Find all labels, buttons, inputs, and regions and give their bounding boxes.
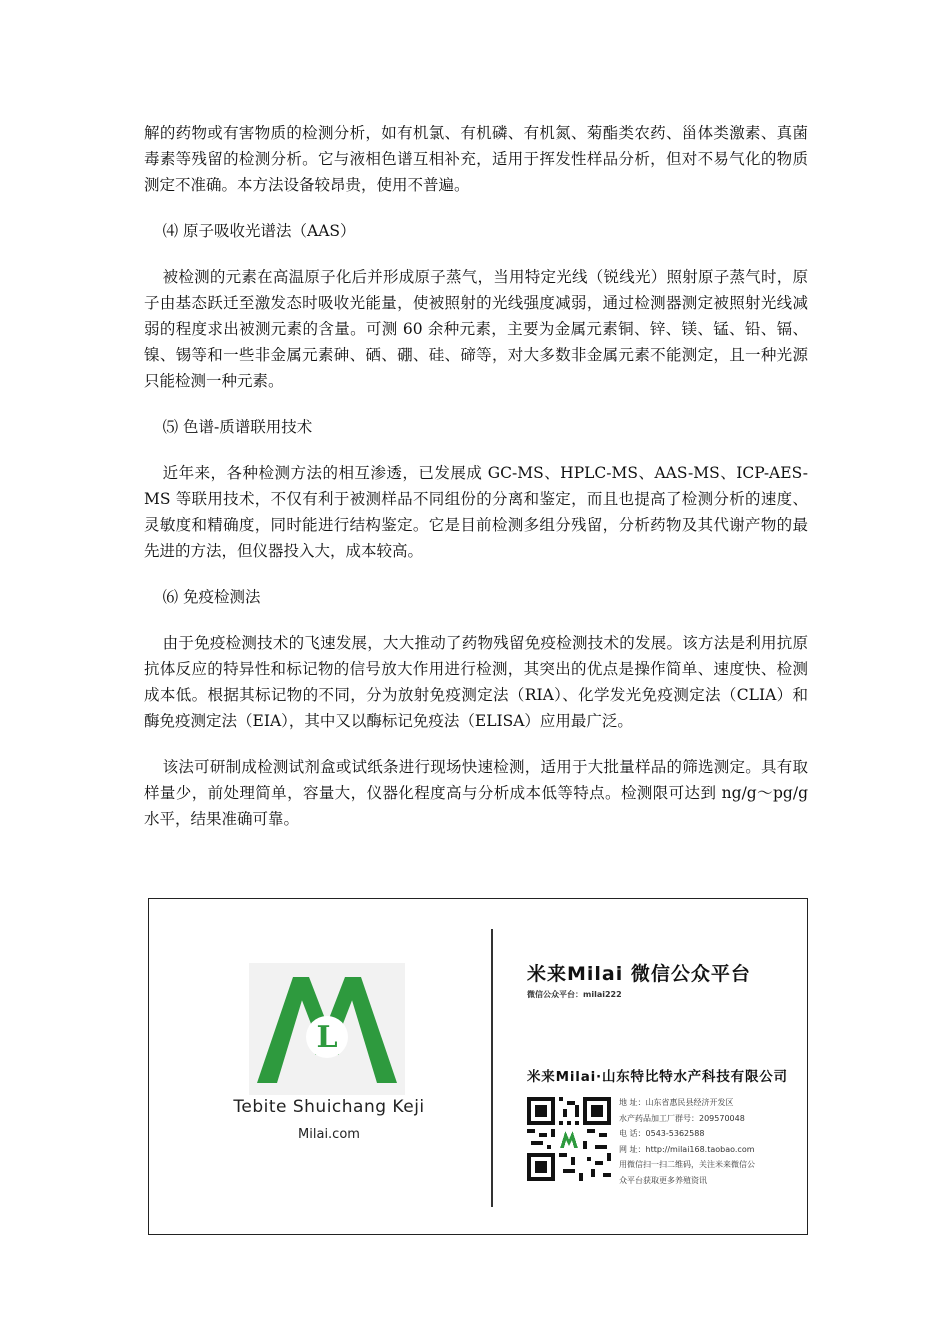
phone-line: 电 话：0543-5362588 xyxy=(619,1129,705,1138)
document-body xyxy=(144,120,808,852)
brand-title: 米来Milai 微信公众平台 xyxy=(527,963,751,985)
address-line: 地 址：山东省惠民县经济开发区 xyxy=(619,1098,734,1107)
paragraph-aas: 被检测的元素在高温原子化后并形成原子蒸气，当用特定光线（锐线光）照射原子蒸气时，原子由基态跃迁至激发态时吸收光能量，使被照射的光线强度减弱，通过检测器测定被照射光线减弱的程度求出被测元素的含量。可测 60 余种元素，主要为金属元素铜、锌、镁、锰、铅、镉、镍、锡等和一些非金属元素砷、硒、硼、硅、碲等，对大多数非金属元素不能测定，且一种光源只能检测一种元素。 xyxy=(144,268,808,390)
logo-title: Tebite Shuichang Keji xyxy=(233,1097,425,1117)
scan-hint-line-2: 众平台获取更多养殖资讯 xyxy=(619,1175,707,1185)
paragraph-immunoassay: 由于免疫检测技术的飞速发展，大大推动了药物残留免疫检测技术的发展。该方法是利用抗原抗体反应的特异性和标记物的信号放大作用进行检测，其突出的优点是操作简单、速度快、检测成本低。根据其标记物的不同，分为放射免疫测定法（RIA）、化学发光免疫测定法（CLIA）和酶免疫测定法（EIA），其中又以酶标记免疫法（ELISA）应用最广泛。 xyxy=(144,634,808,730)
heading-immunoassay: ⑹ 免疫检测法 xyxy=(162,588,261,606)
heading-aas: ⑷ 原子吸收光谱法（AAS） xyxy=(162,222,356,240)
qr-code-icon xyxy=(527,1097,611,1181)
business-card xyxy=(148,898,808,1235)
scan-hint-line-1: 用微信扫一扫二维码，关注米来微信公 xyxy=(619,1160,755,1169)
paragraph-rapid-test: 该法可研制成检测试剂盒或试纸条进行现场快速检测，适用于大批量样品的筛选测定。具有取样量少，前处理简单，容量大，仪器化程度高与分析成本低等特点。检测限可达到 ng/g～pg/g 水平，结果准确可靠。 xyxy=(144,758,808,828)
website-line: 网 址：http://milai168.taobao.com xyxy=(619,1144,755,1154)
paragraph-gc-intro: 解的药物或有害物质的检测分析，如有机氯、有机磷、有机氮、菊酯类农药、甾体类激素、真菌毒素等残留的检测分析。它与液相色谱互相补充，适用于挥发性样品分析，但对不易气化的物质测定不准确。本方法设备较昂贵，使用不普遍。 xyxy=(144,124,808,194)
qq-group-line: 水产药品加工厂群号：209570048 xyxy=(619,1113,745,1123)
logo-letter: L xyxy=(316,1020,338,1055)
contact-info xyxy=(619,1095,809,1188)
card-divider xyxy=(491,929,493,1207)
logo-mark-icon xyxy=(249,963,405,1095)
company-logo xyxy=(249,963,405,1095)
paragraph-gc-ms: 近年来，各种检测方法的相互渗透，已发展成 GC-MS、HPLC-MS、AAS-MS、ICP-AES-MS 等联用技术，不仅有利于被测样品不同组份的分离和鉴定，而且也提高了检测分析的速度、灵敏度和精确度，同时能进行结构鉴定。它是目前检测多组分残留，分析药物及其代谢产物的最先进的方法，但仪器投入大，成本较高。 xyxy=(144,464,808,560)
brand-subtitle: 微信公众平台：milai222 xyxy=(527,990,622,999)
heading-gc-ms: ⑸ 色谱-质谱联用技术 xyxy=(162,418,313,436)
logo-url: Milai.com xyxy=(298,1127,360,1142)
company-name: 米来Milai·山东特比特水产科技有限公司 xyxy=(527,1069,788,1085)
